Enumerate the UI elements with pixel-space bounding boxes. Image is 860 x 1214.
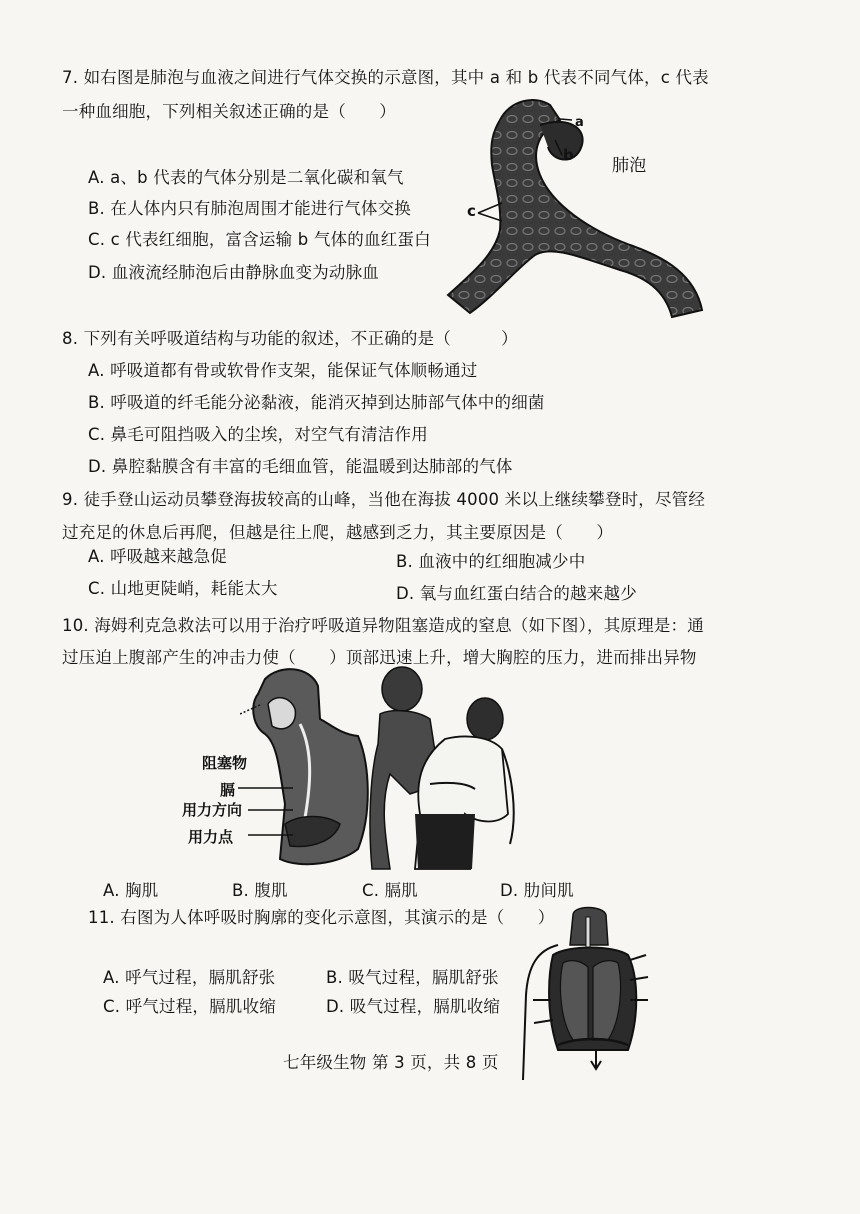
- q10-option-c: C. 膈肌: [362, 881, 419, 900]
- label-force-point: 用力点: [188, 828, 234, 846]
- q11-option-a: A. 呼气过程，膈肌舒张: [103, 968, 276, 987]
- label-force-direction: 用力方向: [182, 801, 243, 819]
- q7-option-c: C. c 代表红细胞，富含运输 b 气体的血红蛋白: [88, 230, 431, 249]
- thorax-figure: [518, 905, 663, 1080]
- label-c: c: [467, 202, 476, 220]
- page-footer: 七年级生物 第 3 页，共 8 页: [283, 1053, 499, 1072]
- q10-stem-line2: 过压迫上腹部产生的冲击力使（ ）顶部迅速上升，增大胸腔的压力，进而排出异物: [62, 648, 697, 667]
- q7-option-b: B. 在人体内只有肺泡周围才能进行气体交换: [88, 199, 412, 218]
- q8-option-a: A. 呼吸道都有骨或软骨作支架，能保证气体顺畅通过: [88, 361, 478, 380]
- q8-stem: 8. 下列有关呼吸道结构与功能的叙述，不正确的是（ ）: [62, 329, 518, 348]
- q9-stem-line2: 过充足的休息后再爬，但越是往上爬，越感到乏力，其主要原因是（ ）: [62, 523, 614, 542]
- q7-option-a: A. a、b 代表的气体分别是二氧化碳和氧气: [88, 168, 404, 187]
- q7-option-d: D. 血液流经肺泡后由静脉血变为动脉血: [88, 263, 379, 282]
- label-b: b: [563, 146, 574, 164]
- q8-option-c: C. 鼻毛可阻挡吸入的尘埃，对空气有清洁作用: [88, 425, 428, 444]
- label-obstruction: 阻塞物: [202, 754, 248, 772]
- q7-stem-line2: 一种血细胞，下列相关叙述正确的是（ ）: [62, 102, 396, 121]
- label-alveolus: 肺泡: [612, 156, 647, 176]
- q9-option-d: D. 氧与血红蛋白结合的越来越少: [396, 584, 637, 603]
- q8-option-b: B. 呼吸道的纤毛能分泌黏液，能消灭掉到达肺部气体中的细菌: [88, 393, 545, 412]
- q11-stem: 11. 右图为人体呼吸时胸廓的变化示意图，其演示的是（ ）: [88, 908, 555, 927]
- q10-option-d: D. 肋间肌: [500, 881, 574, 900]
- label-diaphragm: 膈: [220, 781, 236, 799]
- q7-stem-line1: 7. 如右图是肺泡与血液之间进行气体交换的示意图，其中 a 和 b 代表不同气体，c 代表: [62, 68, 709, 87]
- q9-stem-line1: 9. 徒手登山运动员攀登海拔较高的山峰，当他在海拔 4000 米以上继续攀登时，尽管经: [62, 490, 706, 509]
- q11-option-c: C. 呼气过程，膈肌收缩: [103, 997, 276, 1016]
- label-a: a: [575, 115, 584, 130]
- label-leader-lines: [238, 760, 298, 840]
- q8-option-d: D. 鼻腔黏膜含有丰富的毛细血管，能温暖到达肺部的气体: [88, 457, 513, 476]
- q11-option-d: D. 吸气过程，膈肌收缩: [326, 997, 501, 1016]
- q10-option-b: B. 腹肌: [232, 881, 288, 900]
- q9-option-b: B. 血液中的红细胞减少中: [396, 552, 586, 571]
- q9-option-a: A. 呼吸越来越急促: [88, 547, 227, 566]
- q10-stem-line1: 10. 海姆利克急救法可以用于治疗呼吸道异物阻塞造成的窒息（如下图），其原理是：通: [62, 616, 704, 635]
- q10-option-a: A. 胸肌: [103, 881, 159, 900]
- q9-option-c: C. 山地更陡峭，耗能太大: [88, 579, 278, 598]
- q11-option-b: B. 吸气过程，膈肌舒张: [326, 968, 499, 987]
